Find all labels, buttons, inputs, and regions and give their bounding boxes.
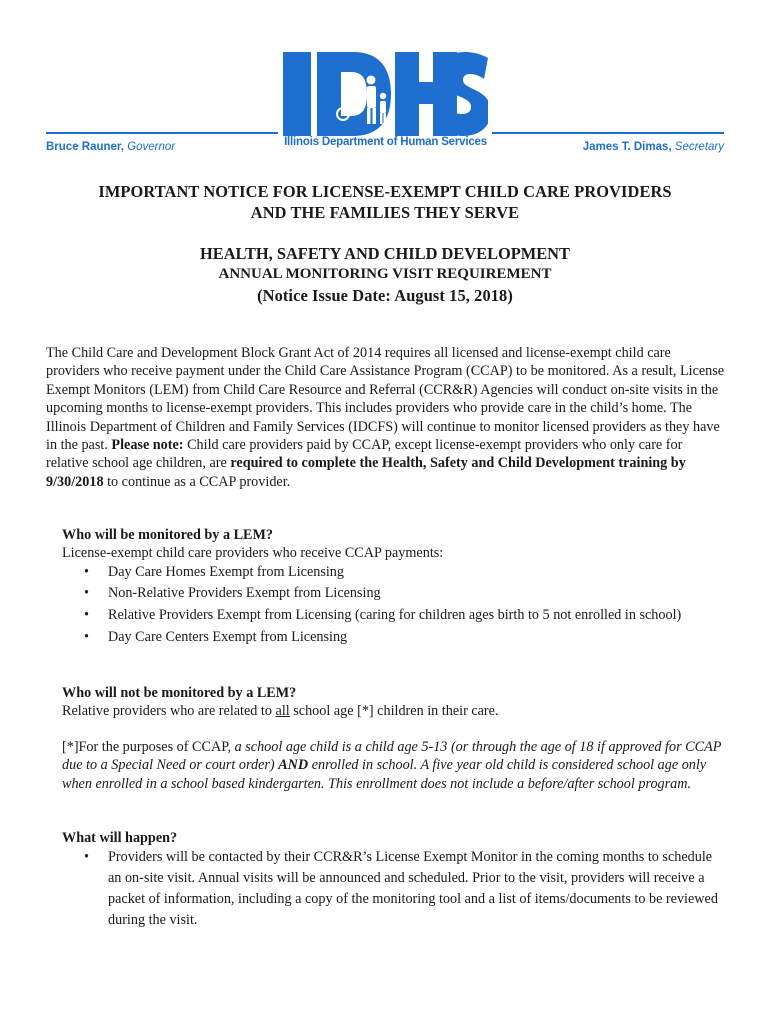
letterhead-rule-left: [46, 132, 278, 134]
list-item-text: Relative Providers Exempt from Licensing (caring for children ages birth to 5 not enrolled in school): [108, 607, 682, 623]
list-item-text: Day Care Homes Exempt from Licensing: [108, 563, 344, 580]
notice-titles: [0, 181, 770, 306]
list-item-text: Non-Relative Providers Exempt from Licensing: [108, 585, 381, 602]
school-age-footnote: [62, 738, 726, 793]
footnote-prefix: [*]For the purposes of CCAP,: [62, 739, 235, 755]
governor-line: [46, 141, 175, 153]
footnote-text-a: a school age child is a child age 5-13 (or through the age of 18 if approved for CCAP due to a Special Need or court order): [62, 739, 722, 774]
bullet-icon: •: [84, 628, 89, 645]
training-requirement: required to complete the Health, Safety and Child Development training by 9/30/2018: [46, 455, 686, 490]
monitored-list: [62, 563, 726, 646]
bullet-icon: •: [84, 607, 89, 623]
not-monitored-heading: Who will not be monitored by a LEM?: [62, 685, 297, 701]
governor-name: Bruce Rauner,: [46, 141, 124, 153]
secretary-name: James T. Dimas,: [582, 141, 672, 153]
secretary-line: [583, 141, 724, 153]
secretary-title: Secretary: [674, 141, 724, 153]
bullet-icon: •: [84, 849, 89, 866]
monitored-lead: License-exempt child care providers who receive CCAP payments:: [62, 545, 444, 562]
list-item: [62, 847, 726, 931]
bullet-icon: •: [84, 585, 89, 602]
not-monitored-text-a: Relative providers who are related to: [62, 703, 276, 720]
intro-text-3: to continue as a CCAP provider.: [103, 473, 291, 490]
title-line-3: HEALTH, SAFETY AND CHILD DEVELOPMENT: [200, 244, 570, 263]
intro-text: The Child Care and Development Block Grant Act of 2014 requires all licensed and license-exempt child care providers who receive payment under the Child Care Assistance Program (CCAP) to be monitored. As a result, License Exempt Monitors (LEM) from Child Care Resource and Referral (CCR&R) Agencies will conduct on-site visits in the upcoming months to license-exempt providers. This includes providers who provide care in the child’s home. The Illinois Department of Children and Family Services (IDCFS) will continue to monitor licensed providers as they have in the past.: [46, 345, 725, 454]
not-monitored-text-b: school age [*] children in their care.: [289, 703, 499, 720]
letterhead-rule-right: [492, 132, 724, 134]
list-item: [62, 584, 726, 602]
not-monitored-emphasis: all: [275, 703, 290, 720]
intro-text-2: Child care providers paid by CCAP, except license-exempt providers who only care for relative school age children, are: [46, 437, 683, 472]
idhs-logo: [283, 52, 488, 136]
list-item-text: Day Care Centers Exempt from Licensing: [108, 628, 348, 645]
bullet-icon: •: [84, 563, 89, 580]
what-happens-section: [62, 829, 726, 931]
list-item-text: Providers will be contacted by their CCR&R’s License Exempt Monitor in the coming months to schedule an on-site visit. Annual visits will be announced and scheduled. Prior to the visit, providers will receive a packet of information, including a copy of the monitoring tool and a list of items/documents to be reviewed during the visit.: [108, 849, 718, 929]
not-monitored-section: [62, 684, 726, 721]
intro-paragraph: [46, 344, 726, 491]
please-note-label: Please note:: [111, 437, 184, 454]
list-item: [62, 563, 726, 581]
monitored-heading: Who will be monitored by a LEM?: [62, 527, 273, 543]
footnote-text-b: enrolled in school. A five year old child is considered school age only when enrolled in a school based kindergarten. This enrollment does not include a before/after school program.: [62, 757, 707, 792]
footnote-and: AND: [278, 757, 309, 774]
title-line-1: IMPORTANT NOTICE FOR LICENSE-EXEMPT CHILD CARE PROVIDERS: [98, 182, 672, 201]
governor-title: Governor: [127, 141, 176, 153]
what-happens-heading: What will happen?: [62, 830, 178, 846]
list-item: [62, 628, 726, 646]
not-monitored-text: [62, 702, 726, 720]
title-line-5: (Notice Issue Date: August 15, 2018): [257, 286, 513, 305]
title-line-2: AND THE FAMILIES THEY SERVE: [250, 203, 520, 222]
monitored-section: [62, 526, 726, 649]
list-item: [62, 606, 726, 624]
what-happens-list: [62, 847, 726, 931]
agency-name: Illinois Department of Human Services: [284, 136, 487, 148]
title-line-4: ANNUAL MONITORING VISIT REQUIREMENT: [218, 266, 552, 282]
